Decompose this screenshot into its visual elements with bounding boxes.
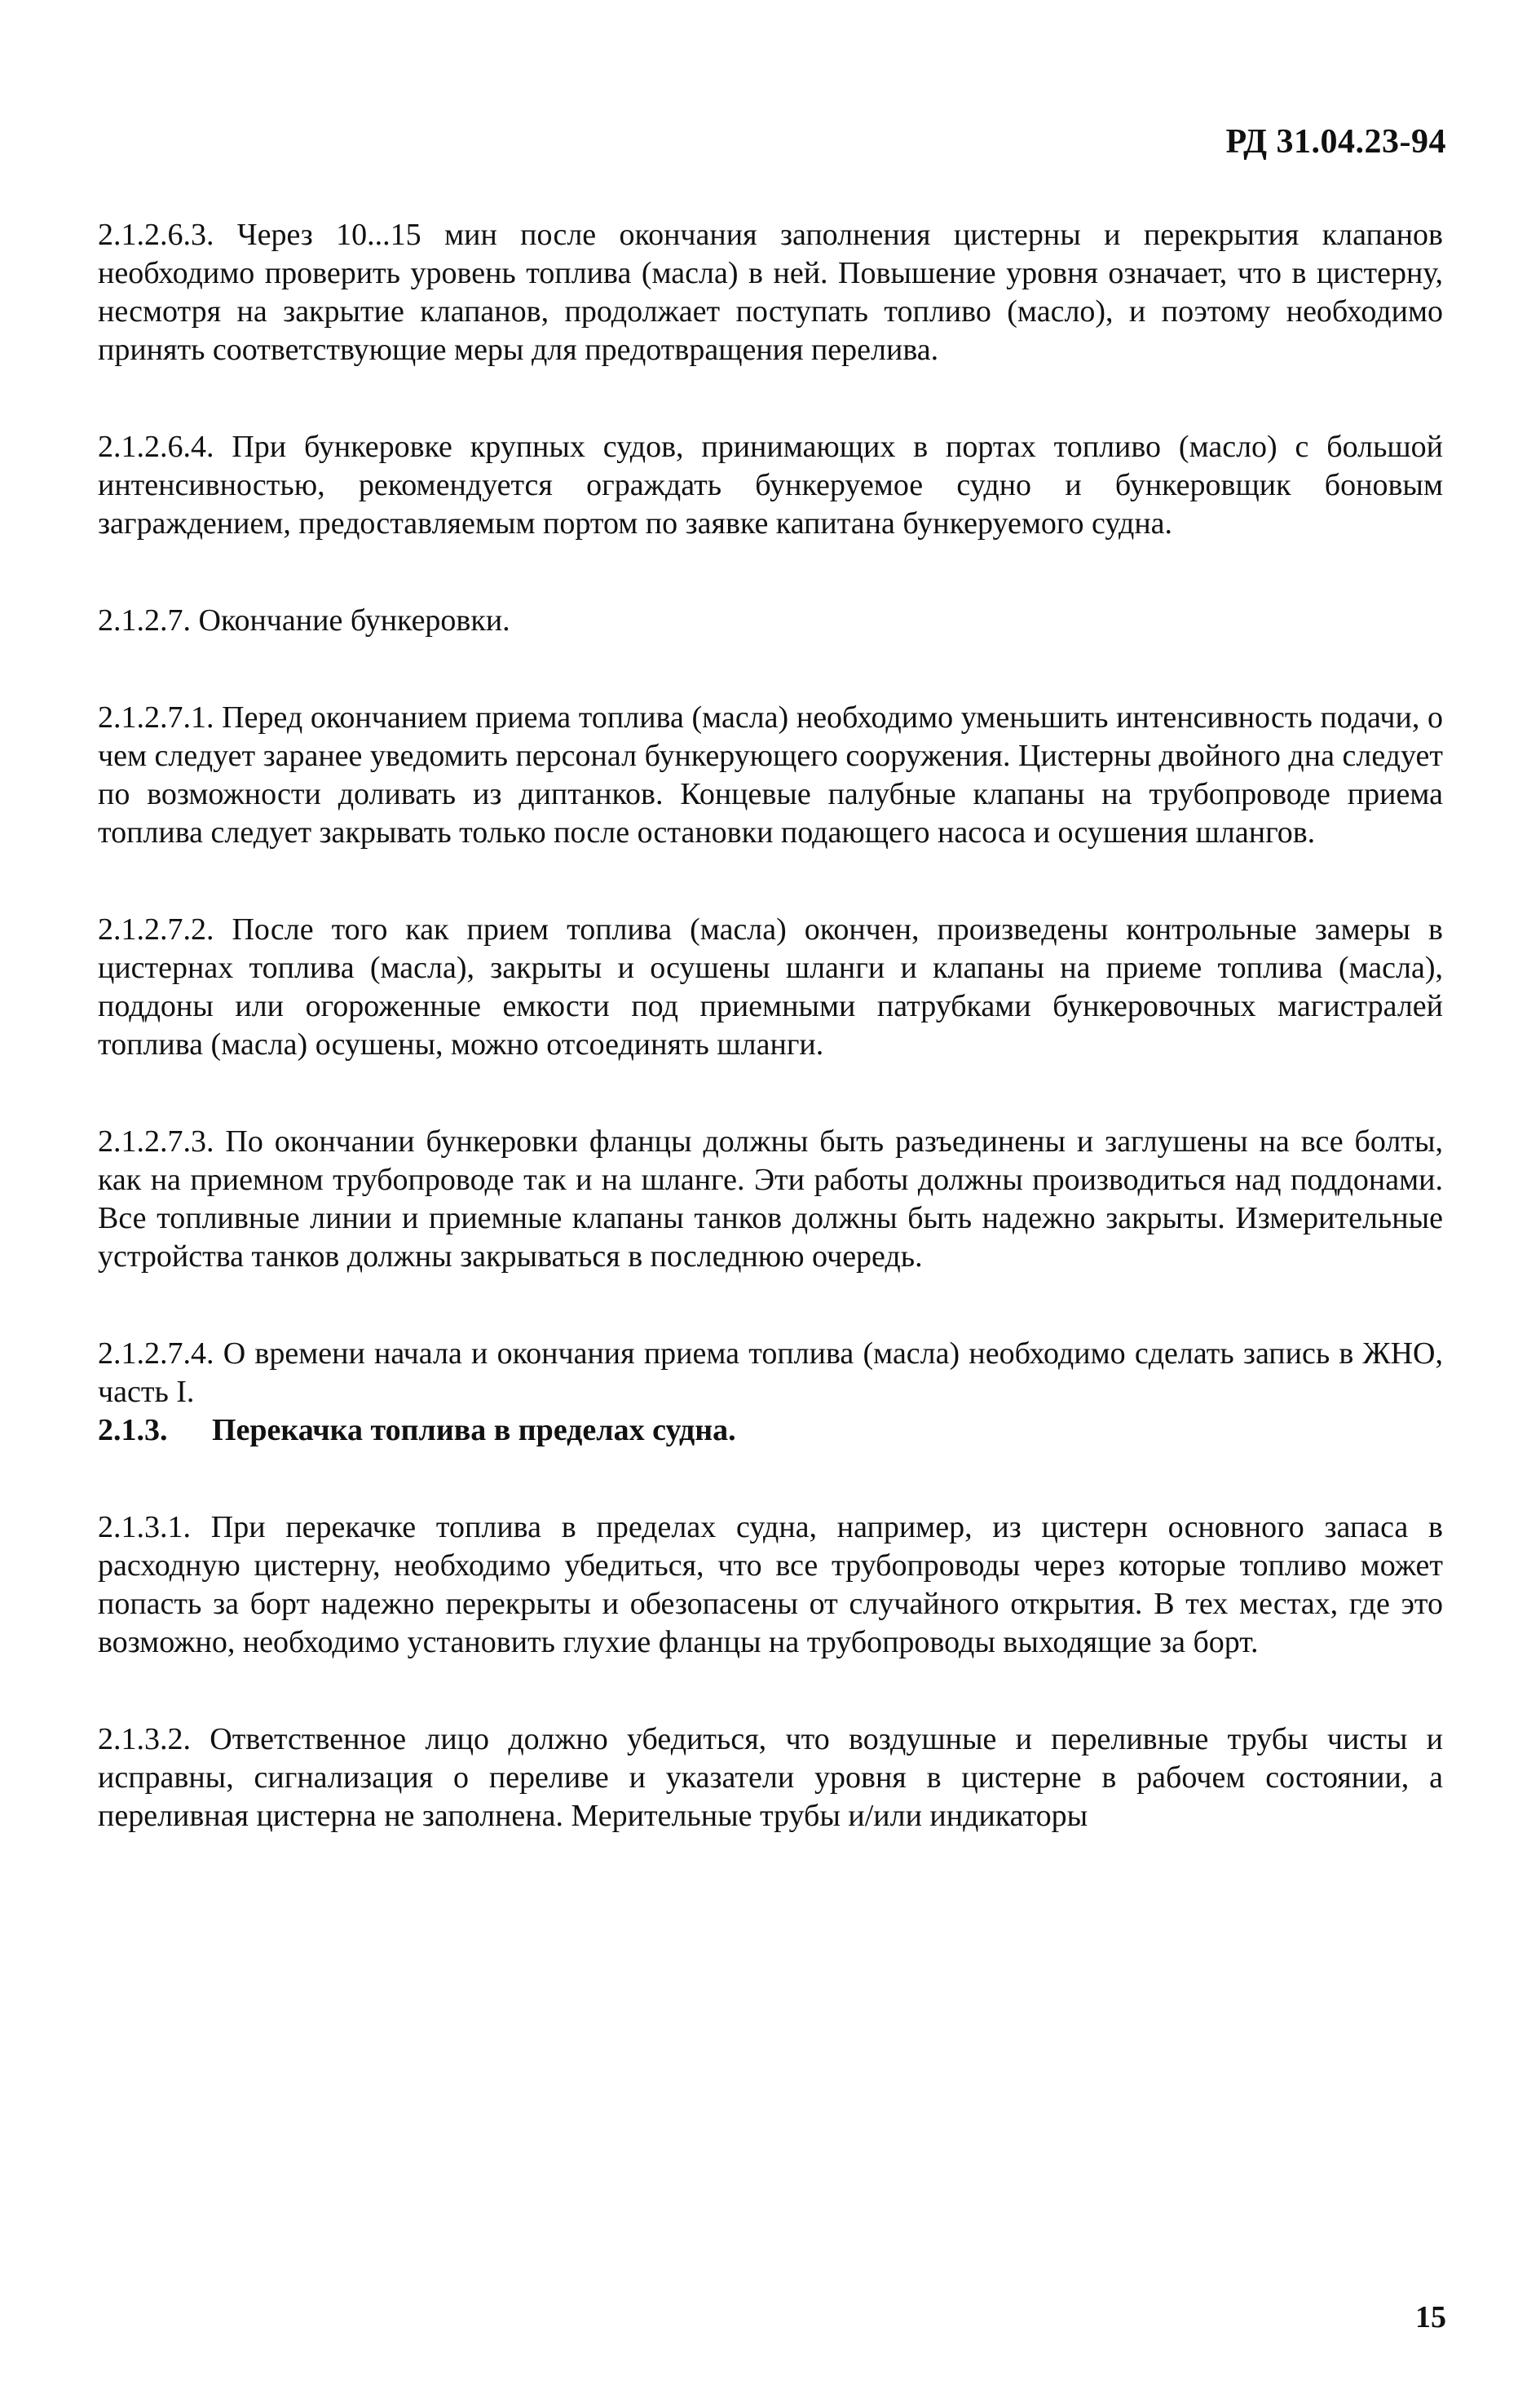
- paragraph-2-1-2-7-2: 2.1.2.7.2. После того как прием топлива (масла) окончен, произведены контрольные замеры в цистернах топлива (масла), закрыты и осушены шланги и клапаны на приеме топлива (масла), поддоны или огороженные емкости под приемными патрубками бункеровочных магистралей топлива (масла) осушены, можно отсоединять шланги.: [98, 912, 1443, 1062]
- section-number: 2.1.3.: [98, 1413, 168, 1447]
- paragraph-2-1-2-7-3: 2.1.2.7.3. По окончании бункеровки фланцы должны быть разъединены и заглушены на все болты, как на приемном трубопроводе так и на шланге. Эти работы должны производиться над поддонами. Все топливные линии и приемные клапаны танков должны быть надежно закрыты. Измерительные устройства танков должны закрываться в последнюю очередь.: [98, 1124, 1443, 1274]
- paragraph-2-1-2-6-3: 2.1.2.6.3. Через 10...15 мин после окончания заполнения цистерны и перекрытия клапанов необходимо проверить уровень топлива (масла) в ней. Повышение уровня означает, что в цистерну, несмотря на закрытие клапанов, продолжает поступать топливо (масло), и поэтому необходимо принять соответствующие меры для предотвращения перелива.: [98, 218, 1443, 367]
- paragraph-2-1-2-6-4: 2.1.2.6.4. При бункеровке крупных судов, принимающих в портах топливо (масло) с большой интенсивностью, рекомендуется ограждать бункеруемое судно и бункеровщик боновым заграждением, предоставляемым портом по заявке капитана бункеруемого судна.: [98, 430, 1443, 541]
- paragraph-2-1-3-1: 2.1.3.1. При перекачке топлива в пределах судна, например, из цистерн основного запаса в расходную цистерну, необходимо убедиться, что все трубопроводы через которые топливо может попасть за борт надежно перекрыты и обезопасены от случайного открытия. В тех местах, где это возможно, необходимо установить глухие фланцы на трубопроводы выходящие за борт.: [98, 1510, 1443, 1659]
- paragraph-2-1-2-7-4: 2.1.2.7.4. О времени начала и окончания приема топлива (масла) необходимо сделать запись в ЖНО, часть I.: [98, 1336, 1443, 1409]
- paragraph-2-1-2-7: 2.1.2.7. Окончание бункеровки.: [98, 603, 510, 638]
- document-body: [98, 216, 1443, 1835]
- section-heading: [98, 1411, 1443, 1450]
- paragraph-2-1-2-7-1: 2.1.2.7.1. Перед окончанием приема топлива (масла) необходимо уменьшить интенсивность подачи, о чем следует заранее уведомить персонал бункерующего сооружения. Цистерны двойного дна следует по возможности доливать из диптанков. Концевые палубные клапаны на трубопроводе приема топлива следует закрывать только после остановки подающего насоса и осушения шлангов.: [98, 700, 1443, 850]
- document-code: РД 31.04.23-94: [1225, 123, 1446, 161]
- page-number: 15: [1415, 2300, 1446, 2334]
- paragraph-2-1-3-2: 2.1.3.2. Ответственное лицо должно убедиться, что воздушные и переливные трубы чисты и исправны, сигнализация о переливе и указатели уровня в цистерне в рабочем состоянии, а переливная цистерна не заполнена. Мерительные трубы и/или индикаторы: [98, 1722, 1443, 1833]
- section-title: Перекачка топлива в пределах судна.: [212, 1413, 736, 1447]
